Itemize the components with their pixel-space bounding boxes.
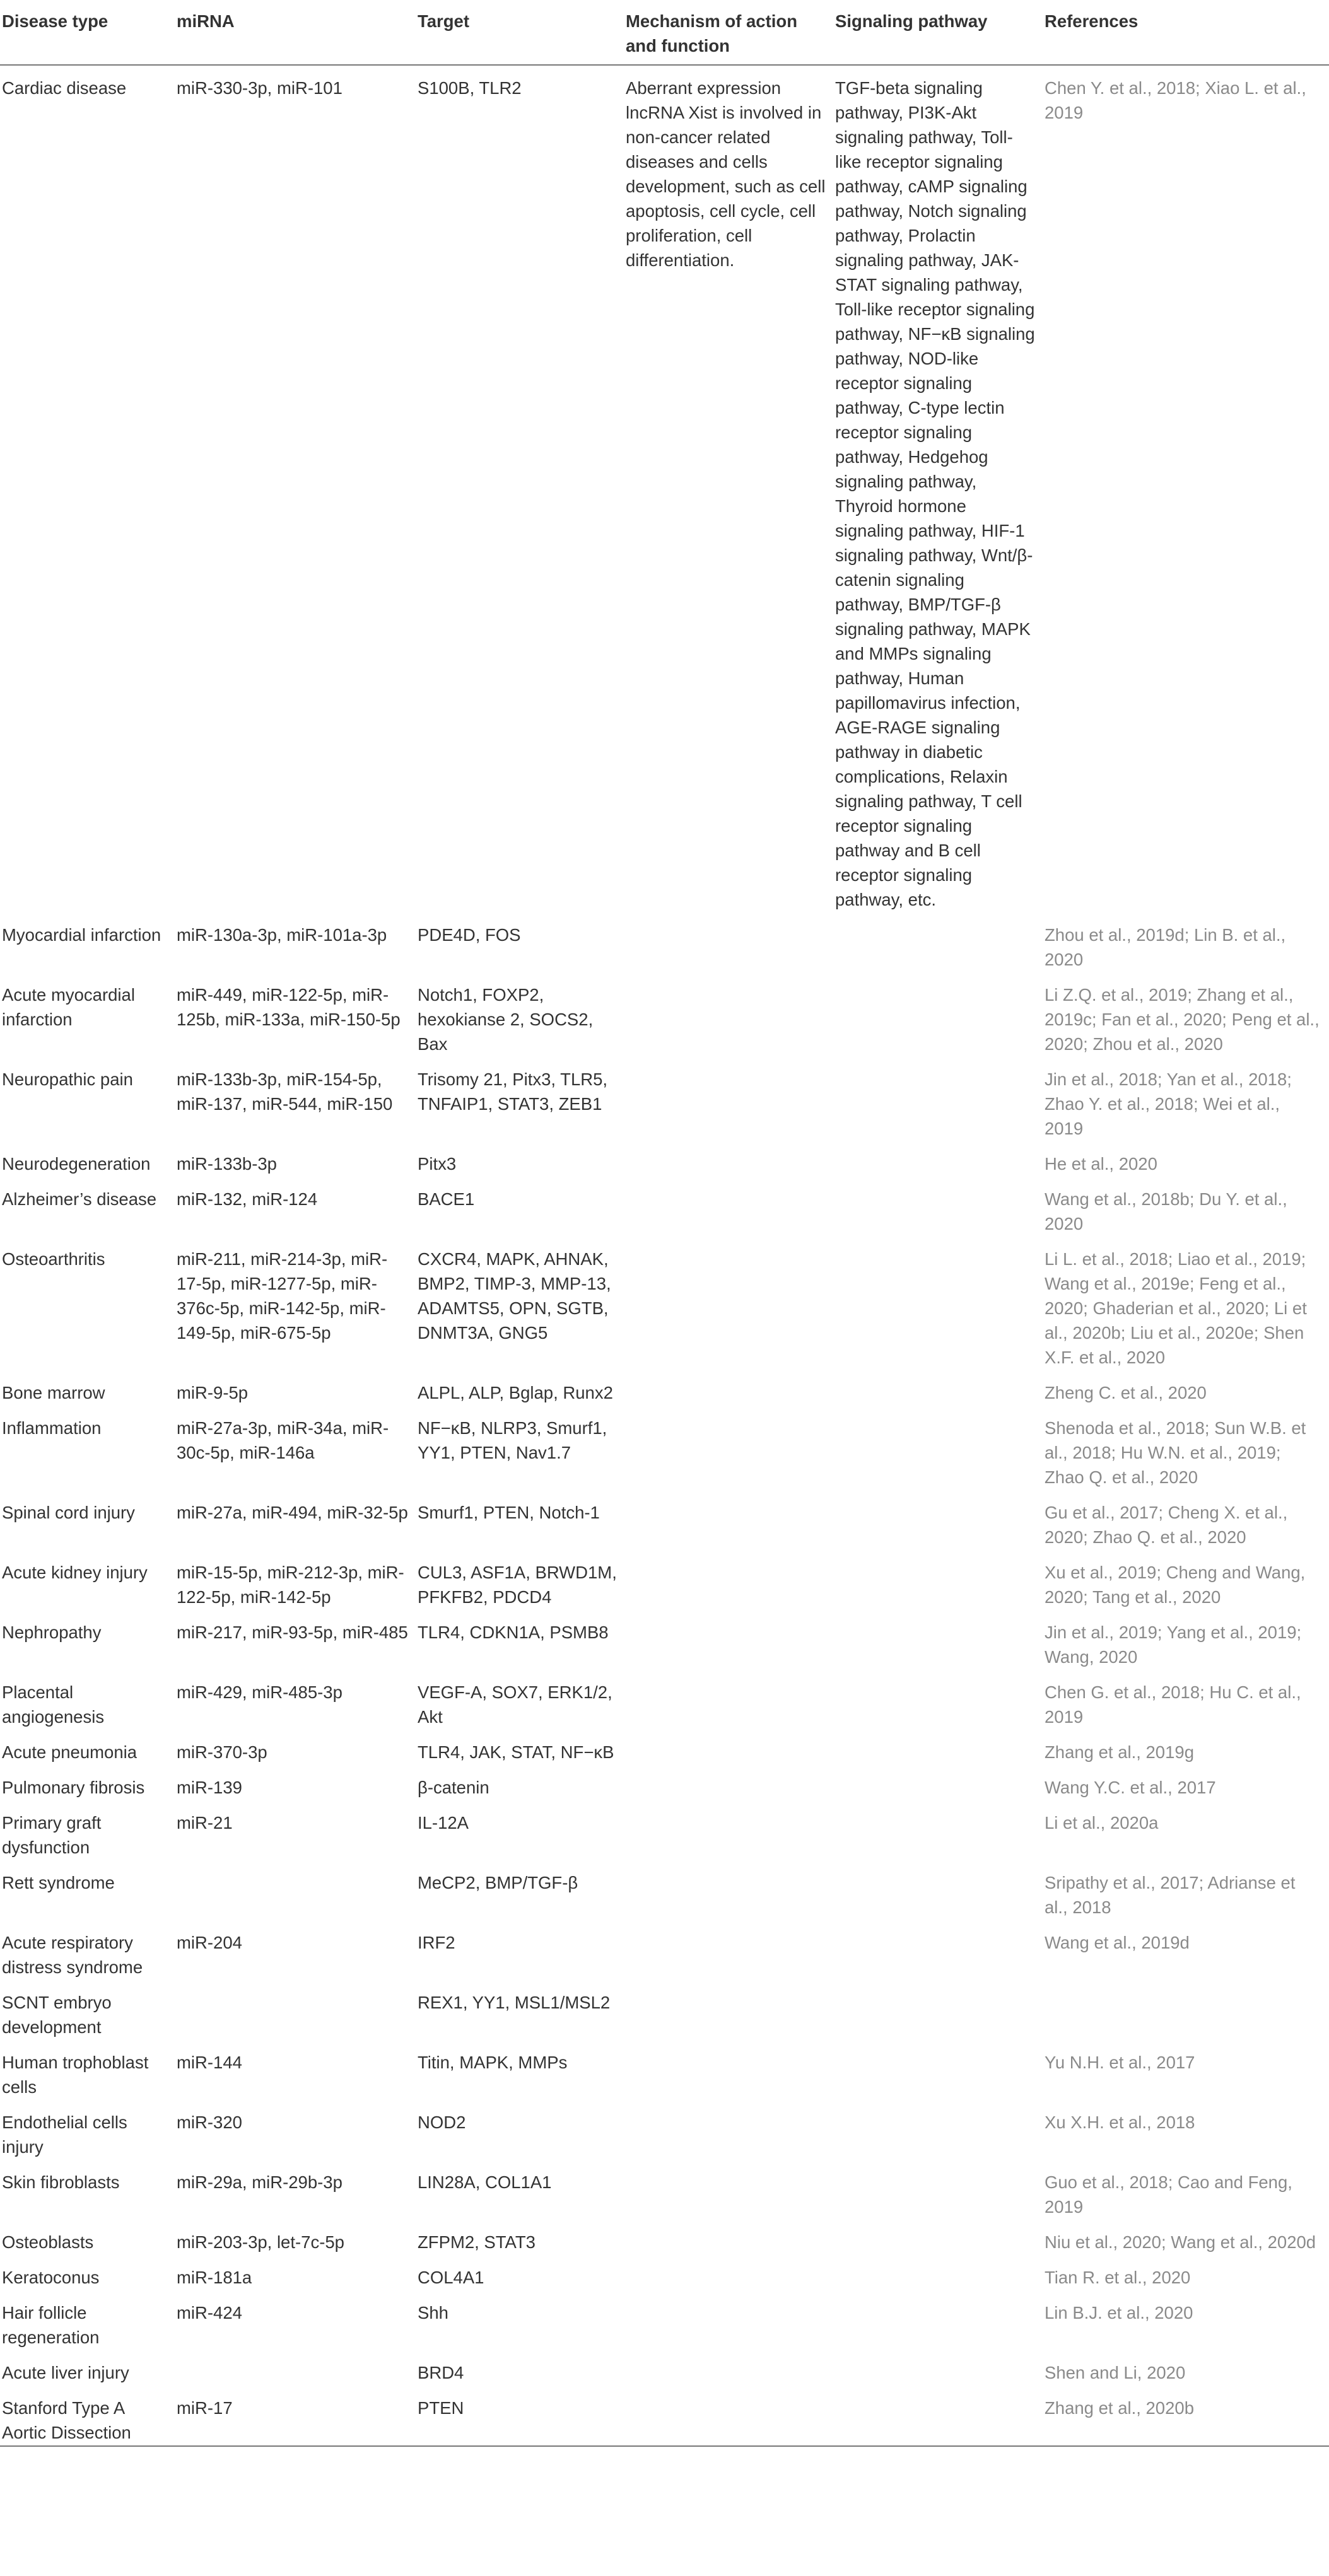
references-cell: Wang et al., 2019d (1045, 1933, 1190, 1952)
mirna-cell: miR-330-3p, miR-101 (177, 78, 342, 98)
references-cell: Li Z.Q. et al., 2019; Zhang et al., 2019c; Fan et al., 2020; Peng et al., 2020; Zhou et al., 2020 (1045, 985, 1320, 1054)
target-cell: COL4A1 (418, 2268, 484, 2287)
mirna-cell: miR-139 (177, 1778, 242, 1797)
references-cell: Zhou et al., 2019d; Lin B. et al., 2020 (1045, 925, 1286, 969)
signaling-pathway-cell (835, 1730, 1045, 1765)
disease-type-cell: Rett syndrome (2, 1873, 115, 1892)
disease-type-cell: Acute liver injury (2, 2363, 129, 2382)
table-row (0, 1406, 1329, 1490)
disease-type-cell: Spinal cord injury (2, 1503, 135, 1522)
target-cell: CXCR4, MAPK, AHNAK, BMP2, TIMP-3, MMP-13, ADAMTS5, OPN, SGTB, DNMT3A, GNG5 (418, 1249, 611, 1343)
signaling-pathway-cell (835, 1980, 1045, 2040)
header-references: References (1045, 0, 1329, 65)
disease-type-cell: Neurodegeneration (2, 1154, 151, 1174)
disease-type-cell: Myocardial infarction (2, 925, 161, 945)
target-cell: REX1, YY1, MSL1/MSL2 (418, 1993, 611, 2012)
references-cell: Tian R. et al., 2020 (1045, 2268, 1191, 2287)
mirna-cell: miR-133b-3p, miR-154-5p, miR-137, miR-544, miR-150 (177, 1069, 393, 1114)
mechanism-cell (626, 1610, 835, 1670)
mirna-cell: miR-370-3p (177, 1742, 267, 1762)
references-cell: Wang et al., 2018b; Du Y. et al., 2020 (1045, 1189, 1287, 1233)
target-cell: Trisomy 21, Pitx3, TLR5, TNFAIP1, STAT3, ZEB1 (418, 1069, 608, 1114)
signaling-pathway-cell (835, 912, 1045, 972)
target-cell: β-catenin (418, 1778, 489, 1797)
references-cell: Xu et al., 2019; Cheng and Wang, 2020; Tang et al., 2020 (1045, 1563, 1306, 1607)
table-row (0, 912, 1329, 972)
table-header (0, 0, 1329, 65)
references-cell: Li et al., 2020a (1045, 1813, 1159, 1833)
mechanism-cell (626, 2386, 835, 2446)
references-cell: Zheng C. et al., 2020 (1045, 1383, 1207, 1402)
references-cell: Chen Y. et al., 2018; Xiao L. et al., 2019 (1045, 78, 1306, 122)
mirna-cell: miR-320 (177, 2113, 242, 2132)
mirna-cell: miR-27a-3p, miR-34a, miR-30c-5p, miR-146a (177, 1418, 389, 1462)
signaling-pathway-cell (835, 2100, 1045, 2160)
header-mechanism: Mechanism of action and function (626, 0, 835, 65)
references-cell: Niu et al., 2020; Wang et al., 2020d (1045, 2232, 1316, 2252)
references-cell: He et al., 2020 (1045, 1154, 1157, 1174)
references-cell: Shenoda et al., 2018; Sun W.B. et al., 2018; Hu W.N. et al., 2019; Zhao Q. et al., 2020 (1045, 1418, 1306, 1487)
mechanism-cell (626, 2160, 835, 2220)
signaling-pathway-cell (835, 1800, 1045, 1860)
disease-type-cell: Acute myocardial infarction (2, 985, 135, 1029)
disease-type-cell: Neuropathic pain (2, 1069, 133, 1089)
signaling-pathway-cell (835, 2386, 1045, 2446)
disease-type-cell: Osteoarthritis (2, 1249, 105, 1269)
table-row (0, 972, 1329, 1057)
mirna-cell (177, 1860, 418, 1920)
mechanism-cell (626, 2350, 835, 2386)
signaling-pathway-cell (835, 1610, 1045, 1670)
mechanism-cell (626, 1057, 835, 1141)
mirna-cell (177, 2350, 418, 2386)
mechanism-cell (626, 1141, 835, 1177)
references-cell: Shen and Li, 2020 (1045, 2363, 1186, 2382)
disease-type-cell: Cardiac disease (2, 78, 127, 98)
table-row (0, 65, 1329, 912)
references-cell: Zhang et al., 2019g (1045, 1742, 1194, 1762)
signaling-pathway-cell (835, 2255, 1045, 2290)
references-cell: Jin et al., 2019; Yang et al., 2019; Wang, 2020 (1045, 1623, 1302, 1667)
header-disease-type: Disease type (0, 0, 177, 65)
mechanism-cell (626, 1177, 835, 1237)
mechanism-cell (626, 2100, 835, 2160)
mirna-cell: miR-211, miR-214-3p, miR-17-5p, miR-1277-5p, miR-376c-5p, miR-142-5p, miR-149-5p, miR-675-5p (177, 1249, 388, 1343)
signaling-pathway-cell (835, 2350, 1045, 2386)
references-cell: Zhang et al., 2020b (1045, 2386, 1329, 2446)
disease-type-cell: Skin fibroblasts (2, 2172, 120, 2192)
mechanism-cell: Aberrant expression lncRNA Xist is involved in non-cancer related diseases and cells development, such as cell apoptosis, cell cycle, cell proliferation, cell differentiation. (626, 78, 826, 270)
signaling-pathway-cell (835, 1141, 1045, 1177)
table-row (0, 2040, 1329, 2100)
target-cell: Shh (418, 2303, 448, 2322)
table-row (0, 2220, 1329, 2255)
table-body (0, 65, 1329, 2446)
target-cell: Titin, MAPK, MMPs (418, 2053, 568, 2072)
target-cell: PTEN (418, 2386, 626, 2446)
disease-type-cell: Nephropathy (2, 1623, 102, 1642)
references-cell: Wang Y.C. et al., 2017 (1045, 1778, 1216, 1797)
mirna-cell: miR-17 (177, 2386, 418, 2446)
table-row (0, 1237, 1329, 1370)
mirna-cell: miR-133b-3p (177, 1154, 277, 1174)
header-row (0, 0, 1329, 65)
target-cell: ALPL, ALP, Bglap, Runx2 (418, 1383, 613, 1402)
mirna-cell: miR-203-3p, let-7c-5p (177, 2232, 344, 2252)
target-cell: Notch1, FOXP2, hexokianse 2, SOCS2, Bax (418, 985, 594, 1054)
signaling-pathway-cell (835, 1237, 1045, 1370)
table-row (0, 1057, 1329, 1141)
signaling-pathway-cell (835, 2220, 1045, 2255)
table-row (0, 1177, 1329, 1237)
table-row (0, 2386, 1329, 2446)
mechanism-cell (626, 1670, 835, 1730)
mechanism-cell (626, 1765, 835, 1800)
signaling-pathway-cell (835, 1765, 1045, 1800)
table-row (0, 1980, 1329, 2040)
mirna-cell: miR-204 (177, 1933, 242, 1952)
mechanism-cell (626, 2255, 835, 2290)
signaling-pathway-cell (835, 1550, 1045, 1610)
disease-type-cell: Acute respiratory distress syndrome (2, 1933, 143, 1977)
table-row (0, 2290, 1329, 2350)
table-row (0, 1800, 1329, 1860)
mechanism-cell (626, 1800, 835, 1860)
disease-type-cell: Endothelial cells injury (2, 2113, 127, 2157)
disease-type-cell: Hair follicle regeneration (2, 2303, 100, 2347)
signaling-pathway-cell: TGF-beta signaling pathway, PI3K-Akt signaling pathway, Toll-like receptor signaling pathway, cAMP signaling pathway, Notch signaling pathway, Prolactin signaling pathway, JAK-STAT signaling pathway, Toll-like receptor signaling pathway, NF−κB signaling pathway, NOD-like receptor signaling pathway, C-type lectin receptor signaling pathway, Hedgehog signaling pathway, Thyroid hormone signaling pathway, HIF-1 signaling pathway, Wnt/β-catenin signaling pathway, BMP/TGF-β signaling pathway, MAPK and MMPs signaling pathway, Human papillomavirus infection, AGE-RAGE signaling pathway in diabetic complications, Relaxin signaling pathway, T cell receptor signaling pathway and B cell receptor signaling pathway, etc. (835, 78, 1035, 909)
mechanism-cell (626, 1860, 835, 1920)
disease-type-cell: Pulmonary fibrosis (2, 1778, 145, 1797)
mechanism-cell (626, 2290, 835, 2350)
mirna-cell: miR-15-5p, miR-212-3p, miR-122-5p, miR-142-5p (177, 1563, 404, 1607)
target-cell: LIN28A, COL1A1 (418, 2172, 552, 2192)
references-cell: Gu et al., 2017; Cheng X. et al., 2020; Zhao Q. et al., 2020 (1045, 1503, 1288, 1547)
disease-type-cell: Acute kidney injury (2, 1563, 148, 1582)
signaling-pathway-cell (835, 1406, 1045, 1490)
target-cell: NOD2 (418, 2113, 466, 2132)
target-cell: S100B, TLR2 (418, 78, 522, 98)
mirna-cell: miR-449, miR-122-5p, miR-125b, miR-133a, miR-150-5p (177, 985, 401, 1029)
table-row (0, 2100, 1329, 2160)
table-row (0, 1141, 1329, 1177)
target-cell: TLR4, CDKN1A, PSMB8 (418, 1623, 609, 1642)
target-cell: IRF2 (418, 1933, 455, 1952)
mirna-cell: miR-429, miR-485-3p (177, 1682, 342, 1702)
mechanism-cell (626, 2220, 835, 2255)
mirna-cell: miR-130a-3p, miR-101a-3p (177, 925, 387, 945)
mechanism-cell (626, 972, 835, 1057)
disease-type-cell: SCNT embryo development (2, 1993, 112, 2037)
disease-type-cell: Alzheimer’s disease (2, 1189, 157, 1209)
target-cell: TLR4, JAK, STAT, NF−κB (418, 1742, 614, 1762)
table-row (0, 1670, 1329, 1730)
references-cell: Guo et al., 2018; Cao and Feng, 2019 (1045, 2172, 1292, 2217)
table-row (0, 1370, 1329, 1406)
disease-type-cell: Human trophoblast cells (2, 2053, 149, 2097)
table-row (0, 1550, 1329, 1610)
mirna-cell: miR-181a (177, 2268, 252, 2287)
mechanism-cell (626, 912, 835, 972)
signaling-pathway-cell (835, 1057, 1045, 1141)
table-row (0, 1920, 1329, 1980)
signaling-pathway-cell (835, 1370, 1045, 1406)
disease-type-cell: Primary graft dysfunction (2, 1813, 102, 1857)
target-cell: MeCP2, BMP/TGF-β (418, 1873, 578, 1892)
mirna-cell: miR-217, miR-93-5p, miR-485 (177, 1623, 408, 1642)
signaling-pathway-cell (835, 1860, 1045, 1920)
table-row (0, 1610, 1329, 1670)
target-cell: Smurf1, PTEN, Notch-1 (418, 1503, 600, 1522)
table-row (0, 1730, 1329, 1765)
table-row (0, 2255, 1329, 2290)
header-target: Target (418, 0, 626, 65)
disease-type-cell: Placental angiogenesis (2, 1682, 105, 1727)
references-cell (1045, 1980, 1329, 2040)
mechanism-cell (626, 1237, 835, 1370)
disease-type-cell: Inflammation (2, 1418, 102, 1438)
mirna-cell: miR-21 (177, 1813, 233, 1833)
mechanism-cell (626, 1406, 835, 1490)
signaling-pathway-cell (835, 1177, 1045, 1237)
target-cell: Pitx3 (418, 1154, 457, 1174)
signaling-pathway-cell (835, 1920, 1045, 1980)
mechanism-cell (626, 1920, 835, 1980)
signaling-pathway-cell (835, 2040, 1045, 2100)
target-cell: IL-12A (418, 1813, 469, 1833)
target-cell: NF−κB, NLRP3, Smurf1, YY1, PTEN, Nav1.7 (418, 1418, 607, 1462)
mirna-cell: miR-424 (177, 2303, 242, 2322)
signaling-pathway-cell (835, 2160, 1045, 2220)
mirna-cell: miR-27a, miR-494, miR-32-5p (177, 1503, 408, 1522)
mirna-cell (177, 1980, 418, 2040)
table-row (0, 2160, 1329, 2220)
mirna-cell: miR-9-5p (177, 1383, 249, 1402)
disease-type-cell: Bone marrow (2, 1383, 105, 1402)
mechanism-cell (626, 1370, 835, 1406)
table-row (0, 2350, 1329, 2386)
target-cell: BRD4 (418, 2363, 464, 2382)
signaling-pathway-cell (835, 1670, 1045, 1730)
target-cell: BACE1 (418, 1189, 475, 1209)
disease-type-cell: Acute pneumonia (2, 1742, 138, 1762)
signaling-pathway-cell (835, 2290, 1045, 2350)
disease-type-cell: Stanford Type A Aortic Dissection (0, 2386, 177, 2446)
references-cell: Jin et al., 2018; Yan et al., 2018; Zhao Y. et al., 2018; Wei et al., 2019 (1045, 1069, 1292, 1138)
references-cell: Lin B.J. et al., 2020 (1045, 2303, 1193, 2322)
signaling-pathway-cell (835, 1490, 1045, 1550)
mirna-cell: miR-144 (177, 2053, 242, 2072)
references-cell: Yu N.H. et al., 2017 (1045, 2053, 1195, 2072)
target-cell: PDE4D, FOS (418, 925, 521, 945)
mechanism-cell (626, 1730, 835, 1765)
mirna-cell: miR-132, miR-124 (177, 1189, 318, 1209)
references-cell: Li L. et al., 2018; Liao et al., 2019; Wang et al., 2019e; Feng et al., 2020; Ghaderian et al., 2020; Li et al., 2020b; Liu et al., 2020e; Shen X.F. et al., 2020 (1045, 1249, 1307, 1367)
header-signaling-pathway: Signaling pathway (835, 0, 1045, 65)
disease-type-cell: Osteoblasts (2, 2232, 94, 2252)
mechanism-cell (626, 1550, 835, 1610)
references-cell: Xu X.H. et al., 2018 (1045, 2113, 1195, 2132)
table-row (0, 1765, 1329, 1800)
mechanism-cell (626, 2040, 835, 2100)
signaling-pathway-cell (835, 972, 1045, 1057)
references-cell: Chen G. et al., 2018; Hu C. et al., 2019 (1045, 1682, 1301, 1727)
target-cell: VEGF-A, SOX7, ERK1/2, Akt (418, 1682, 612, 1727)
table-row (0, 1490, 1329, 1550)
disease-type-cell: Keratoconus (2, 2268, 100, 2287)
mechanism-cell (626, 1490, 835, 1550)
header-mirna: miRNA (177, 0, 418, 65)
mechanism-cell (626, 1980, 835, 2040)
mirna-cell: miR-29a, miR-29b-3p (177, 2172, 342, 2192)
references-cell: Sripathy et al., 2017; Adrianse et al., 2018 (1045, 1873, 1296, 1917)
target-cell: ZFPM2, STAT3 (418, 2232, 536, 2252)
table-row (0, 1860, 1329, 1920)
target-cell: CUL3, ASF1A, BRWD1M, PFKFB2, PDCD4 (418, 1563, 617, 1607)
